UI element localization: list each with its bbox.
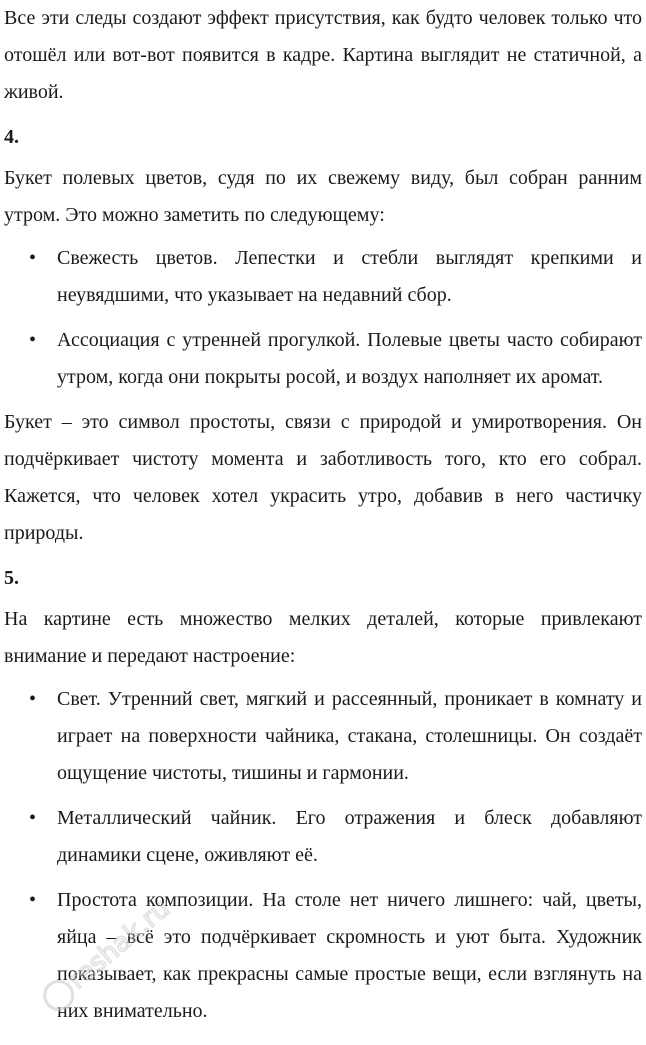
section-4-conclusion: Букет – это символ простоты, связи с природой и умиротворения. Он подчёркивает чистоту момента и заботливость того, кто его собрал. Кажется, что человек хотел украсить утро, добавив в него частичку природы. [4, 411, 642, 544]
bullet-icon: • [29, 688, 37, 710]
list-item [4, 681, 642, 792]
section-5-lead: На картине есть множество мелких деталей, которые привлекают внимание и передают настроение: [4, 608, 642, 667]
list-item [4, 800, 642, 874]
list-item-text: Простота композиции. На столе нет ничего лишнего: чай, цветы, яйца – всё это подчёркивает скромность и уют быта. Художник показывает, как прекрасны самые простые вещи, если взглянуть на них внимательно. [57, 889, 642, 1022]
section-4-lead: Букет полевых цветов, судя по их свежему виду, был собран ранним утром. Это можно заметить по следующему: [4, 167, 642, 226]
bullet-icon: • [29, 247, 37, 269]
list-item-text: Свет. Утренний свет, мягкий и рассеянный, проникает в комнату и играет на поверхности чайника, стакана, столешницы. Он создаёт ощущение чистоты, тишины и гармонии. [57, 688, 642, 784]
section-5-number: 5. [4, 567, 19, 589]
list-item [4, 240, 642, 314]
document-page [4, 0, 642, 1038]
intro-paragraph: Все эти следы создают эффект присутствия, как будто человек только что отошёл или вот-вот появится в кадре. Картина выглядит не статичной, а живой. [4, 7, 642, 103]
section-4-number: 4. [4, 126, 19, 148]
list-item [4, 322, 642, 396]
section-4-list [4, 240, 642, 396]
list-item [4, 882, 642, 1030]
list-item-text: Ассоциация с утренней прогулкой. Полевые цветы часто собирают утром, когда они покрыты росой, и воздух наполняет их аромат. [57, 329, 642, 388]
list-item-text: Металлический чайник. Его отражения и блеск добавляют динамики сцене, оживляют её. [57, 807, 642, 866]
section-5-list [4, 681, 642, 1030]
list-item-text: Свежесть цветов. Лепестки и стебли выглядят крепкими и неувядшими, что указывает на недавний сбор. [57, 247, 642, 306]
bullet-icon: • [29, 329, 37, 351]
watermark-text: reshak.ru [62, 893, 177, 996]
bullet-icon: • [29, 889, 37, 911]
bullet-icon: • [29, 807, 37, 829]
